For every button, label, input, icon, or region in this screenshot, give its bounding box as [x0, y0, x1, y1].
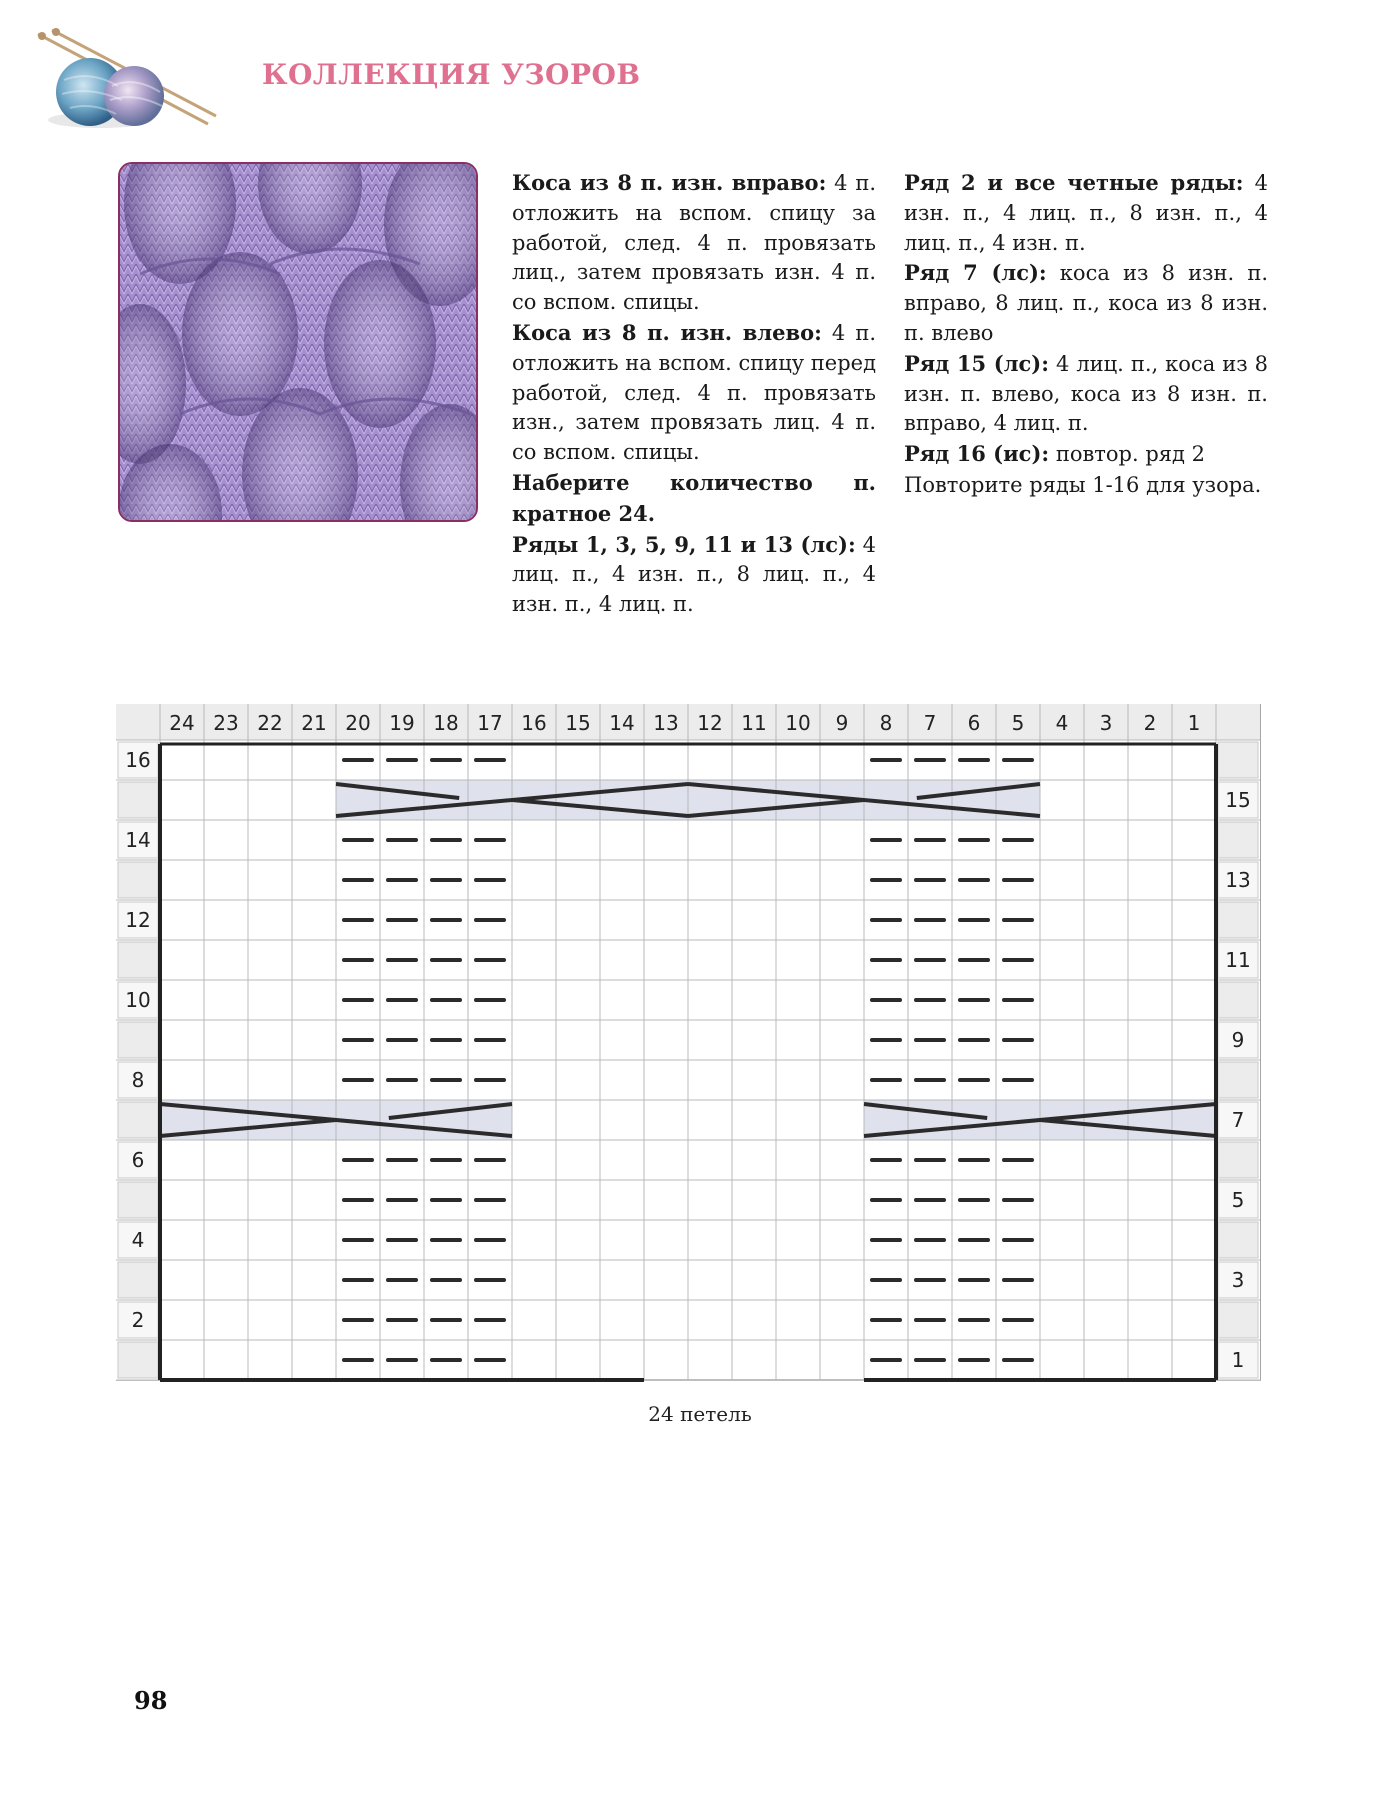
row-label-left: 10 — [125, 988, 151, 1012]
row-label-cell-right — [1218, 982, 1258, 1018]
instructions-right-column — [904, 168, 1268, 501]
row-label-left: 2 — [131, 1308, 145, 1332]
column-label: 23 — [213, 711, 239, 735]
instruction-text: 4 п. отложить на вспом. спицу перед работой, след. 4 п. провязать изн., затем провязать лиц. 4 п. со вспом. спицы. — [512, 320, 876, 465]
column-label: 1 — [1187, 711, 1201, 735]
knitting-chart — [116, 704, 1268, 1388]
instruction-label: Ряд 2 и все четные ряды: — [904, 170, 1244, 195]
column-label: 6 — [967, 711, 981, 735]
row-label-left: 14 — [125, 828, 151, 852]
row-label-cell-right — [1218, 902, 1258, 938]
instruction-paragraph — [904, 349, 1268, 439]
knitted-swatch-image — [118, 162, 478, 522]
row-label-cell-left — [118, 1102, 158, 1138]
chart-caption: 24 петель — [648, 1402, 752, 1426]
column-label: 5 — [1011, 711, 1025, 735]
cable-texture-icon — [120, 164, 476, 520]
row-label-cell-right — [1218, 1222, 1258, 1258]
column-label: 8 — [879, 711, 893, 735]
instruction-paragraph — [512, 530, 876, 620]
instruction-text: 4 лиц. п., 4 изн. п., 8 лиц. п., 4 изн. п., 4 лиц. п. — [512, 532, 876, 617]
instruction-paragraph — [904, 258, 1268, 348]
row-label-cell-left — [118, 782, 158, 818]
instruction-text: повтор. ряд 2 — [1049, 442, 1205, 467]
instruction-paragraph — [904, 470, 1268, 501]
row-label-left: 4 — [131, 1228, 145, 1252]
row-label-left: 16 — [125, 748, 151, 772]
instruction-label: Коса из 8 п. изн. вправо: — [512, 170, 827, 195]
row-label-cell-left — [118, 1022, 158, 1058]
instruction-label: Коса из 8 п. изн. влево: — [512, 319, 822, 345]
row-label-cell-right — [1218, 1142, 1258, 1178]
column-label: 4 — [1055, 711, 1069, 735]
instruction-text: Повторите ряды 1-16 для узора. — [904, 472, 1262, 497]
column-label: 12 — [697, 711, 723, 735]
row-label-cell-right — [1218, 1062, 1258, 1098]
column-label: 14 — [609, 711, 635, 735]
instruction-label: Ряд 16 (ис): — [904, 441, 1050, 467]
column-label: 15 — [565, 711, 591, 735]
row-label-cell-right — [1218, 1302, 1258, 1338]
page-title: КОЛЛЕКЦИЯ УЗОРОВ — [262, 58, 641, 91]
instruction-paragraph — [512, 318, 876, 468]
row-label-right: 13 — [1225, 868, 1251, 892]
page-number: 98 — [134, 1686, 168, 1715]
column-label: 16 — [521, 711, 547, 735]
column-label: 20 — [345, 711, 371, 735]
column-label: 10 — [785, 711, 811, 735]
instruction-label: Наберите количество п. кратное 24. — [512, 469, 876, 526]
instruction-paragraph — [904, 168, 1268, 258]
column-label: 13 — [653, 711, 679, 735]
column-label: 17 — [477, 711, 503, 735]
row-label-right: 11 — [1225, 948, 1251, 972]
row-label-left: 12 — [125, 908, 151, 932]
instruction-label: Ряды 1, 3, 5, 9, 11 и 13 (лс): — [512, 531, 856, 557]
row-label-cell-right — [1218, 822, 1258, 858]
column-label: 2 — [1143, 711, 1157, 735]
row-label-right: 1 — [1231, 1348, 1245, 1372]
instruction-text: 4 лиц. п., коса из 8 изн. п. влево, коса из 8 изн. п. вправо, 4 лиц. п. — [904, 351, 1268, 436]
column-label: 9 — [835, 711, 849, 735]
column-label: 19 — [389, 711, 415, 735]
row-label-right: 7 — [1231, 1108, 1245, 1132]
row-label-cell-left — [118, 862, 158, 898]
row-label-left: 6 — [131, 1148, 145, 1172]
row-label-cell-left — [118, 1182, 158, 1218]
instructions-left-column — [512, 168, 876, 620]
column-label: 18 — [433, 711, 459, 735]
row-label-right: 15 — [1225, 788, 1251, 812]
instruction-label: Ряд 15 (лс): — [904, 350, 1049, 376]
column-label: 11 — [741, 711, 767, 735]
column-label: 22 — [257, 711, 283, 735]
column-label: 7 — [923, 711, 937, 735]
instruction-text: 4 изн. п., 4 лиц. п., 8 изн. п., 4 лиц. п., 4 изн. п. — [904, 171, 1268, 255]
row-label-cell-left — [118, 1262, 158, 1298]
instruction-label: Ряд 7 (лс): — [904, 260, 1047, 286]
column-label: 21 — [301, 711, 327, 735]
row-label-cell-left — [118, 942, 158, 978]
instruction-text: коса из 8 изн. п. вправо, 8 лиц. п., коса из 8 изн. п. влево — [904, 261, 1268, 345]
row-label-right: 3 — [1231, 1268, 1245, 1292]
row-label-right: 9 — [1231, 1028, 1245, 1052]
row-label-cell-left — [118, 1342, 158, 1378]
column-label: 3 — [1099, 711, 1113, 735]
instruction-text: 4 п. отложить на вспом. спицу за работой, след. 4 п. провязать лиц., затем провязать изн. 4 п. со вспом. спицы. — [512, 171, 877, 315]
instruction-paragraph — [512, 468, 876, 530]
column-label: 24 — [169, 711, 195, 735]
instruction-paragraph — [512, 168, 876, 318]
instruction-paragraph — [904, 439, 1268, 470]
row-label-left: 8 — [131, 1068, 145, 1092]
yarn-balls-logo-icon — [30, 20, 220, 140]
row-label-right: 5 — [1231, 1188, 1245, 1212]
row-label-cell-right — [1218, 742, 1258, 778]
